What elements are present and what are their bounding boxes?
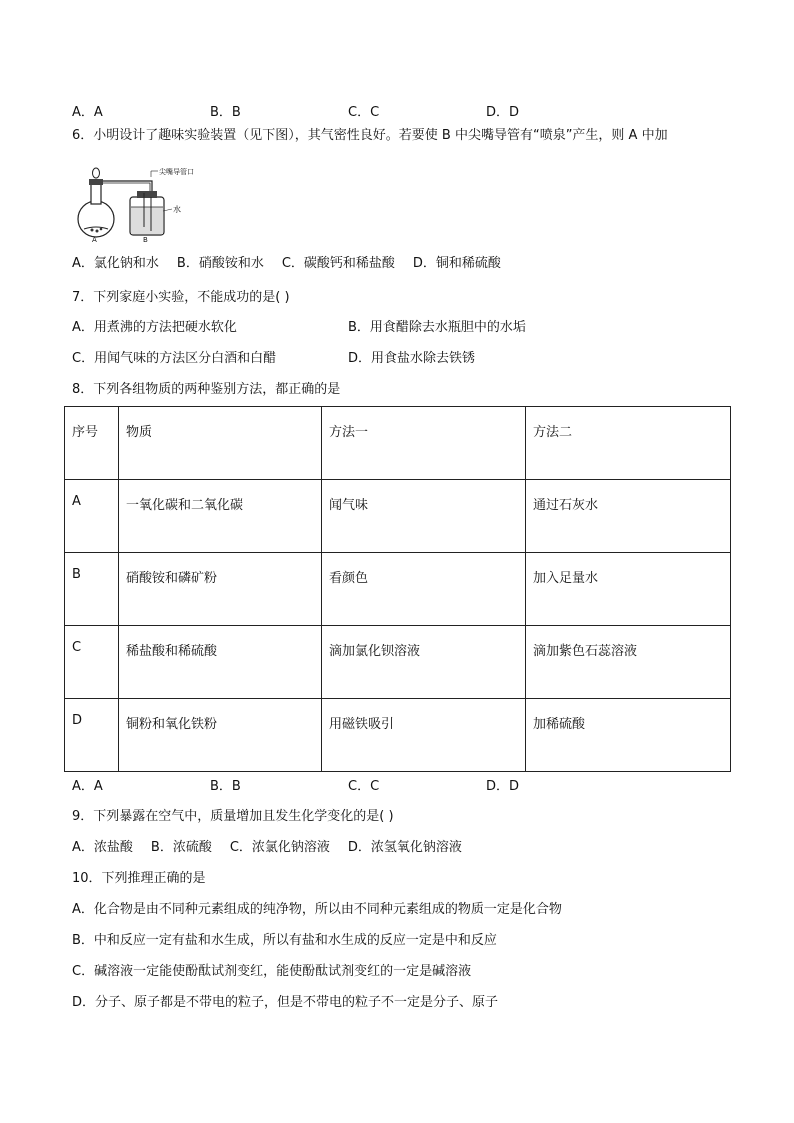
- figure-label-water: 水: [173, 205, 181, 214]
- q5-option-d: D．D: [486, 105, 520, 120]
- q5-option-c: C．C: [348, 105, 380, 120]
- figure-label-b: B: [143, 236, 148, 243]
- header-cell: 方法二: [526, 407, 731, 480]
- q8-option-b: B．B: [210, 779, 241, 794]
- header-cell: 方法一: [322, 407, 526, 480]
- table-cell: C: [65, 626, 119, 699]
- q7-option-a: A．用煮沸的方法把硬水软化: [72, 320, 237, 335]
- q9-option-a: A．浓盐酸: [72, 840, 133, 855]
- q5-option-a: A．A: [72, 105, 103, 120]
- q7-option-b: B．用食醋除去水瓶胆中的水垢: [348, 320, 526, 335]
- fountain-apparatus-figure: [74, 167, 224, 243]
- table-header-row: [65, 407, 731, 480]
- table-cell: 滴加氯化钡溶液: [322, 626, 526, 699]
- q5-option-b: B．B: [210, 105, 241, 120]
- q8-option-a: A．A: [72, 779, 103, 794]
- q10-option-b: B．中和反应一定有盐和水生成，所以有盐和水生成的反应一定是中和反应: [72, 933, 497, 948]
- q8-option-d: D．D: [486, 779, 520, 794]
- table-cell: 闻气味: [322, 480, 526, 553]
- table-cell: 铜粉和氧化铁粉: [119, 699, 322, 772]
- q6-stem: 6．小明设计了趣味实验装置（见下图），其气密性良好。若要使 B 中尖嘴导管有“喷泉”产生，则 A 中加: [72, 128, 668, 143]
- q6-options: [72, 255, 519, 273]
- q10-option-d: D．分子、原子都是不带电的粒子，但是不带电的粒子不一定是分子、原子: [72, 995, 499, 1010]
- q6-option-d: D．铜和稀硫酸: [412, 256, 501, 271]
- q9-options: [72, 839, 480, 857]
- q9-option-b: B．浓硫酸: [150, 840, 212, 855]
- q6-option-b: B．硝酸铵和水: [176, 256, 264, 271]
- q7-option-c: C．用闻气味的方法区分白酒和白醋: [72, 351, 277, 366]
- figure-label-a: A: [92, 236, 97, 243]
- q9-stem: 9．下列暴露在空气中，质量增加且发生化学变化的是( ): [72, 809, 394, 824]
- table-cell: A: [65, 480, 119, 553]
- table-cell: 加稀硫酸: [526, 699, 731, 772]
- q5-options: [72, 104, 624, 122]
- table-row: [65, 480, 731, 553]
- q9-option-c: C．浓氯化钠溶液: [229, 840, 330, 855]
- q7-options-row1: [72, 319, 624, 337]
- q10-option-a: A．化合物是由不同种元素组成的纯净物，所以由不同种元素组成的物质一定是化合物: [72, 902, 562, 917]
- q8-option-c: C．C: [348, 779, 380, 794]
- q10-option-c: C．碱溶液一定能使酚酞试剂变红，能使酚酞试剂变红的一定是碱溶液: [72, 964, 472, 979]
- table-row: [65, 553, 731, 626]
- table-cell: 硝酸铵和磷矿粉: [119, 553, 322, 626]
- table-cell: D: [65, 699, 119, 772]
- q10-stem: 10．下列推理正确的是: [72, 871, 206, 886]
- table-cell: B: [65, 553, 119, 626]
- table-cell: 加入足量水: [526, 553, 731, 626]
- q6-option-c: C．碳酸钙和稀盐酸: [281, 256, 395, 271]
- q8-options: [72, 778, 624, 796]
- q7-option-d: D．用食盐水除去铁锈: [348, 351, 476, 366]
- table-row: [65, 699, 731, 772]
- table-cell: 看颜色: [322, 553, 526, 626]
- q8-stem: 8．下列各组物质的两种鉴别方法，都正确的是: [72, 382, 341, 397]
- table-cell: 通过石灰水: [526, 480, 731, 553]
- table-row: [65, 626, 731, 699]
- header-cell: 序号: [65, 407, 119, 480]
- figure-label-nozzle: 尖嘴导管口: [159, 168, 194, 176]
- table-cell: 滴加紫色石蕊溶液: [526, 626, 731, 699]
- q6-option-a: A．氯化钠和水: [72, 256, 159, 271]
- q7-options-row2: [72, 350, 624, 368]
- table-cell: 稀盐酸和稀硫酸: [119, 626, 322, 699]
- q9-option-d: D．浓氢氧化钠溶液: [347, 840, 462, 855]
- table-cell: 用磁铁吸引: [322, 699, 526, 772]
- q8-table: [64, 406, 731, 772]
- q7-stem: 7．下列家庭小实验，不能成功的是( ): [72, 290, 290, 305]
- table-cell: 一氧化碳和二氧化碳: [119, 480, 322, 553]
- header-cell: 物质: [119, 407, 322, 480]
